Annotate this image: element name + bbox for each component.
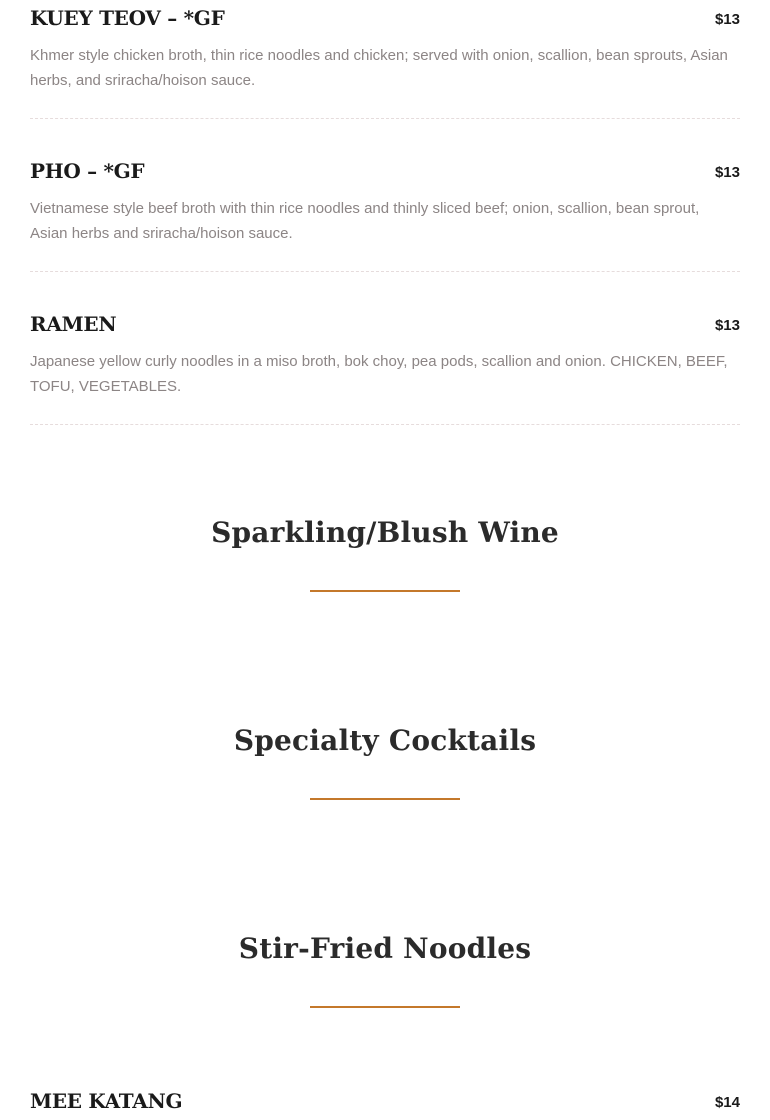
menu-item-price: $13 <box>714 317 740 334</box>
menu-item-divider <box>30 271 740 272</box>
menu-item-description: Vietnamese style beef broth with thin rice noodles and thinly sliced beef; onion, scallion, bean sprout, Asian herbs and sriracha/hoison sauce. <box>30 200 700 242</box>
menu-item-header <box>30 309 740 339</box>
menu-item-pho <box>30 156 740 246</box>
menu-item-divider <box>30 424 740 425</box>
menu-item-mee-katang <box>30 1086 740 1116</box>
section-title-sparkling-blush-wine: Sparkling/Blush Wine <box>211 516 559 549</box>
menu-item-description: Khmer style chicken broth, thin rice noodles and chicken; served with onion, scallion, bean sprouts, Asian herbs, and sriracha/hoison sauce. <box>30 47 728 89</box>
section-title-stir-fried-noodles: Stir-Fried Noodles <box>238 932 532 965</box>
menu-item-price: $14 <box>714 1094 740 1111</box>
section-title-underline <box>310 590 460 592</box>
menu-item-description: Japanese yellow curly noodles in a miso broth, bok choy, pea pods, scallion and onion. CHICKEN, BEEF, TOFU, VEGETABLES. <box>30 353 728 395</box>
menu-item-name: PHO – *GF <box>30 159 145 183</box>
menu-item-kuey-teov <box>30 3 740 93</box>
menu-item-header <box>30 3 740 33</box>
menu-item-header <box>30 156 740 186</box>
section-title-specialty-cocktails: Specialty Cocktails <box>233 724 537 757</box>
section-title-underline <box>310 1006 460 1008</box>
menu-item-name: KUEY TEOV – *GF <box>30 6 225 30</box>
menu-item-header <box>30 1086 740 1116</box>
menu-item-name: MEE KATANG <box>30 1089 183 1113</box>
menu-item-name: RAMEN <box>30 312 117 336</box>
menu-item-ramen <box>30 309 740 399</box>
menu-item-price: $13 <box>714 164 740 181</box>
section-title-underline <box>310 798 460 800</box>
menu-item-divider <box>30 118 740 119</box>
menu-item-price: $13 <box>714 11 740 28</box>
